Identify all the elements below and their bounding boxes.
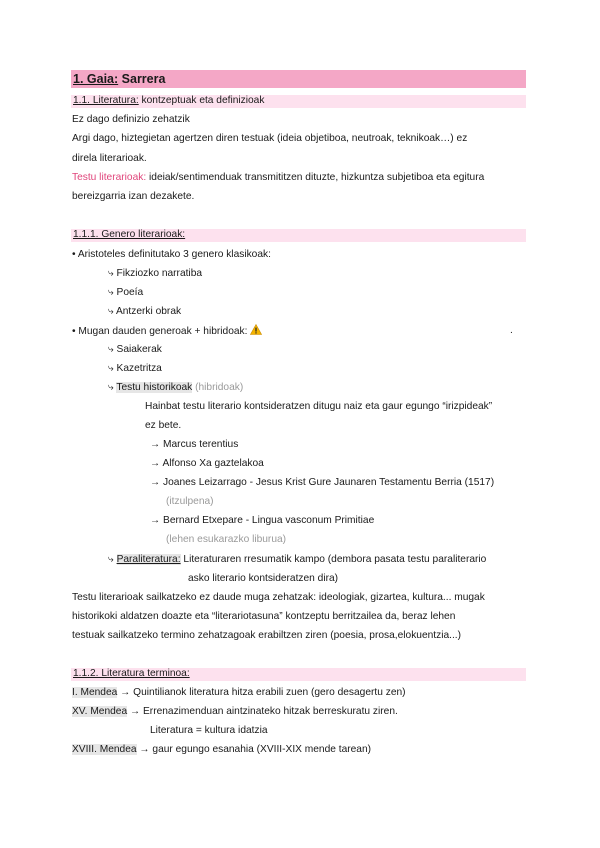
literary-texts-label: Testu literarioak: bbox=[72, 172, 147, 183]
bullet-hybrid-text: • Mugan dauden generoak + hibridoak: bbox=[72, 326, 248, 337]
heading-1-title: Sarrera bbox=[121, 72, 166, 86]
heading-1-1-title: kontzeptuak eta definizioak bbox=[141, 95, 265, 106]
paraliterature-text: Literaturaren rresumatik kampo (dembora pasata testu paraliterario bbox=[183, 554, 487, 565]
paraliterature-item bbox=[108, 553, 486, 567]
paraliterature-label: Paraliteratura: bbox=[116, 554, 181, 565]
heading-1 bbox=[73, 70, 165, 88]
bullet-aristotle: • Aristoteles definitutako 3 genero klasikoak: bbox=[72, 249, 271, 260]
sub-arrow: ⤷ bbox=[108, 554, 114, 565]
author-item: → Alfonso Xa gaztelakoa bbox=[150, 458, 264, 469]
heading-1-1 bbox=[73, 94, 264, 108]
paragraph-dictionary-line2: direla literarioak. bbox=[72, 153, 147, 164]
era-label: I. Mendea bbox=[72, 687, 118, 698]
author-item: → Marcus terentius bbox=[150, 439, 239, 450]
genre-item: ⤷ Poeía bbox=[108, 287, 144, 298]
limits-paragraph-line2: historikoki aldatzen doazte eta “literariotasuna” kontzeptu berritzailea da, beraz lehen bbox=[72, 611, 456, 622]
literary-texts-text: ideiak/sentimenduak transmititzen dituzte, hizkuntza subjetiboa eta egitura bbox=[149, 172, 485, 183]
sub-arrow: ⤷ bbox=[108, 382, 114, 393]
historical-texts-desc-line2: ez bete. bbox=[145, 420, 182, 431]
paragraph-no-definition: Ez dago definizio zehatzik bbox=[72, 114, 190, 125]
era-label: XVIII. Mendea bbox=[72, 744, 137, 755]
paragraph-literary-texts-line2: bereizgarria izan dezakete. bbox=[72, 191, 195, 202]
paragraph-literary-texts-line1 bbox=[72, 171, 484, 185]
genre-item: ⤷ Fikziozko narratiba bbox=[108, 268, 203, 279]
era-label: XV. Mendea bbox=[72, 706, 128, 717]
historical-texts-item bbox=[108, 381, 243, 395]
era-text: → gaur egungo esanahia (XVIII-XIX mende tarean) bbox=[139, 744, 372, 755]
genre-item: ⤷ Saiakerak bbox=[108, 344, 162, 355]
limits-paragraph-line1: Testu literarioak sailkatzeko ez daude muga zehatzak: ideologiak, gizartea, kultura... mugak bbox=[72, 592, 485, 603]
era-item bbox=[72, 705, 398, 719]
era-text: → Errenazimenduan aintzinateko hitzak berreskuratu ziren. bbox=[129, 706, 398, 717]
historical-texts-label: Testu historikoak bbox=[116, 382, 193, 393]
trailing-dot: . bbox=[510, 325, 513, 336]
author-item: → Joanes Leizarrago - Jesus Krist Gure Jaunaren Testamentu Berria (1517) bbox=[150, 477, 495, 488]
genre-item: ⤷ Kazetritza bbox=[108, 363, 162, 374]
author-item: → Bernard Etxepare - Lingua vasconum Primitiae bbox=[150, 515, 375, 526]
paragraph-dictionary-line1: Argi dago, hiztegietan agertzen diren testuak (ideia objetiboa, neutroak, teknikoak…) ez bbox=[72, 133, 468, 144]
paraliterature-text-line2: asko literario kontsideratzen dira) bbox=[188, 573, 339, 584]
heading-1-1-number: 1.1. Literatura: bbox=[73, 95, 139, 106]
author-note: (itzulpena) bbox=[166, 496, 214, 507]
limits-paragraph-line3: testuak sailkatzeko termino zehatzagoak erabiltzen ziren (poesia, prosa,elokuentzia...) bbox=[72, 630, 462, 641]
historical-texts-desc-line1: Hainbat testu literario kontsideratzen ditugu naiz eta gaur egungo “irizpideak” bbox=[145, 401, 493, 412]
era-item bbox=[72, 686, 406, 700]
literature-equation: Literatura = kultura idatzia bbox=[150, 725, 268, 736]
heading-1-1-2: 1.1.2. Literatura terminoa: bbox=[73, 668, 190, 679]
era-text: → Quintilianok literatura hitza erabili zuen (gero desagertu zen) bbox=[120, 687, 406, 698]
author-note: (lehen esukarazko liburua) bbox=[166, 534, 287, 545]
era-item bbox=[72, 743, 371, 757]
genre-item: ⤷ Antzerki obrak bbox=[108, 306, 182, 317]
bullet-hybrid-genres bbox=[72, 324, 262, 339]
historical-texts-note: (hibridoak) bbox=[195, 382, 244, 393]
heading-1-1-1: 1.1.1. Genero literarioak: bbox=[73, 229, 186, 240]
heading-1-number: 1. Gaia: bbox=[73, 72, 119, 86]
warning-icon bbox=[250, 324, 262, 335]
